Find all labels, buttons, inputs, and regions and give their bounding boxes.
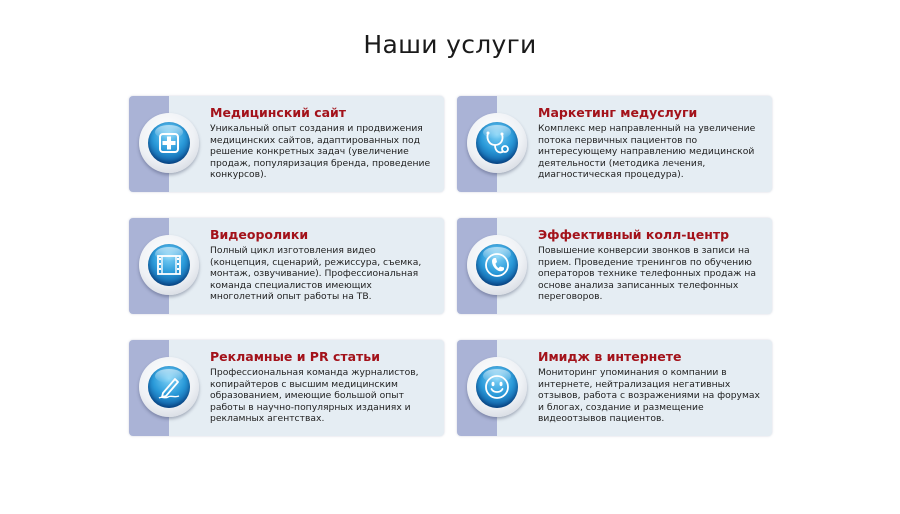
- service-description: Профессиональная команда журналистов, копирайтеров с высшим медицинским образованием, имеющие большой опыт работы в научно-популярных изданиях и рекламных агентствах.: [210, 367, 419, 425]
- service-description: Уникальный опыт создания и продвижения медицинских сайтов, адаптированных под решение конкретных задач (увеличение продаж, популяризация бренда, проведение конкурсов).: [210, 123, 431, 181]
- icon-badge: [467, 357, 527, 417]
- service-title: Медицинский сайт: [210, 105, 347, 120]
- service-card-internet-image[interactable]: [457, 340, 772, 436]
- service-card-marketing[interactable]: [457, 96, 772, 192]
- icon-badge: [139, 235, 199, 295]
- service-card-pr-articles[interactable]: [129, 340, 444, 436]
- service-card-medical-site[interactable]: [129, 96, 444, 192]
- service-description: Полный цикл изготовления видео (концепция, сценарий, режиссура, съемка, монтаж, озвучивание). Профессиональная команда специалистов имеющих многолетний опыт работы на ТВ.: [210, 245, 422, 303]
- smiley-face-icon: [476, 366, 518, 408]
- stethoscope-icon: [476, 122, 518, 164]
- service-title: Маркетинг медуслуги: [538, 105, 698, 120]
- service-description: Комплекс мер направленный на увеличение потока первичных пациентов по интересующему направлению медицинской деятельности (методика лечения, диагностическая процедура).: [538, 123, 756, 181]
- service-description: Повышение конверсии звонков в записи на прием. Проведение тренингов по обучению операторов технике телефонных продаж на основе анализа записанных телефонных переговоров.: [538, 245, 756, 303]
- service-title: Эффективный колл-центр: [538, 227, 730, 242]
- icon-badge: [467, 113, 527, 173]
- page-title: Наши услуги: [363, 30, 537, 59]
- medical-cross-icon: [148, 122, 190, 164]
- service-title: Имидж в интернете: [538, 349, 682, 364]
- icon-badge: [139, 357, 199, 417]
- film-strip-icon: [148, 244, 190, 286]
- service-card-videos[interactable]: [129, 218, 444, 314]
- service-card-call-center[interactable]: [457, 218, 772, 314]
- icon-badge: [467, 235, 527, 295]
- phone-handset-icon: [476, 244, 518, 286]
- service-title: Видеоролики: [210, 227, 309, 242]
- service-title: Рекламные и PR статьи: [210, 349, 380, 364]
- service-description: Мониторинг упоминания о компании в интернете, нейтрализация негативных отзывов, работа с возражениями на форумах и блогах, создание и размещение видеоотзывов пациентов.: [538, 367, 760, 425]
- pen-writing-icon: [148, 366, 190, 408]
- icon-badge: [139, 113, 199, 173]
